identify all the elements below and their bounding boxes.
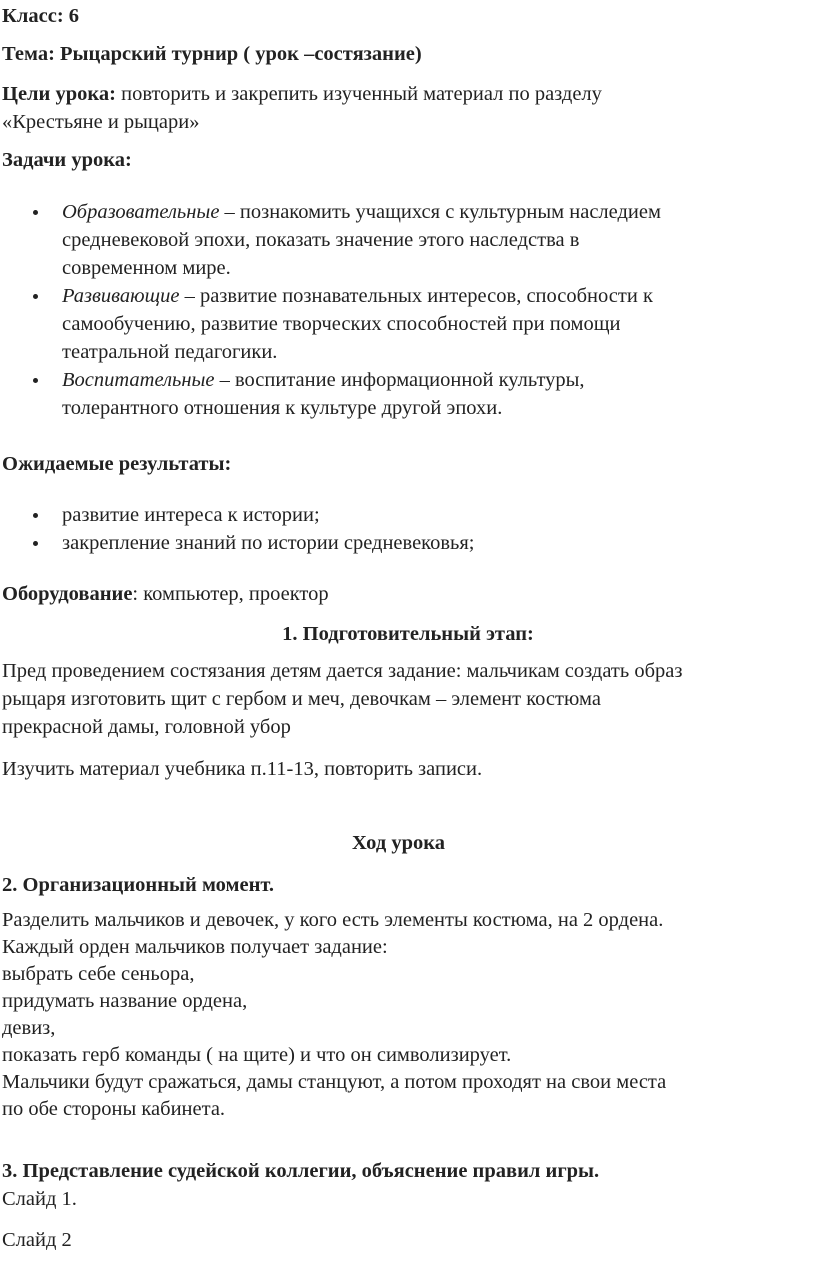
stage2-text: Мальчики будут сражаться, дамы станцуют, а потом проходят на свои места — [2, 1071, 667, 1093]
task-text: – познакомить учащихся с культурным наследием — [219, 201, 661, 223]
stage2-text: девиз, — [2, 1017, 56, 1039]
task-text: современном мире. — [62, 257, 231, 279]
results-heading: Ожидаемые результаты: — [2, 453, 232, 475]
stage1-text: прекрасной дамы, головной убор — [2, 716, 291, 738]
task-text: средневековой эпохи, показать значение этого наследства в — [62, 229, 580, 251]
equipment-line — [2, 580, 329, 608]
stage3-heading: 3. Представление судейской коллегии, объяснение правил игры. — [2, 1160, 600, 1182]
task-term: Воспитательные — [62, 369, 215, 391]
stage2-text: придумать название ордена, — [2, 990, 248, 1012]
goals-text-2: «Крестьяне и рыцари» — [2, 111, 200, 133]
stage2-text: по обе стороны кабинета. — [2, 1098, 226, 1120]
task-text: – развитие познавательных интересов, способности к — [179, 285, 653, 307]
stage2-heading: 2. Организационный момент. — [2, 874, 275, 896]
task-item-educational — [0, 198, 661, 282]
topic-value: Рыцарский турнир ( урок –состязание) — [60, 43, 422, 65]
goals-label: Цели урока: — [2, 83, 116, 105]
task-text: толерантного отношения к культуре другой эпохи. — [62, 397, 503, 419]
tasks-heading: Задачи урока: — [2, 149, 132, 171]
stage1-text: Пред проведением состязания детям дается задание: мальчикам создать образ — [2, 660, 683, 682]
stage2-text: Разделить мальчиков и девочек, у кого есть элементы костюма, на 2 ордена. — [2, 909, 664, 931]
stage2-text: выбрать себе сеньора, — [2, 963, 195, 985]
course-heading: Ход урока — [352, 832, 445, 854]
stage1-heading: 1. Подготовительный этап: — [282, 623, 534, 645]
stage1-text: рыцаря изготовить щит с гербом и меч, девочкам – элемент костюма — [2, 688, 601, 710]
stage2-text: Каждый орден мальчиков получает задание: — [2, 936, 388, 958]
task-text: театральной педагогики. — [62, 341, 278, 363]
stage2-paragraph — [2, 907, 666, 1123]
goals-block — [2, 80, 602, 136]
topic-line — [2, 40, 422, 68]
task-item-upbringing — [0, 366, 661, 422]
stage1-study-text: Изучить материал учебника п.11-13, повторить записи. — [2, 758, 483, 780]
task-term: Образовательные — [62, 201, 220, 223]
results-list — [0, 501, 475, 557]
tasks-list — [0, 198, 661, 422]
class-line — [2, 2, 79, 30]
task-text: – воспитание информационной культуры, — [214, 369, 585, 391]
equipment-text: : компьютер, проектор — [132, 583, 329, 605]
task-term: Развивающие — [62, 285, 180, 307]
class-label: Класс: — [2, 5, 64, 27]
slide1-text: Слайд 1. — [2, 1188, 77, 1210]
task-item-developmental — [0, 282, 661, 366]
stage2-text: показать герб команды ( на щите) и что он символизирует. — [2, 1044, 512, 1066]
stage1-paragraph — [2, 657, 682, 741]
goals-text-1: повторить и закрепить изученный материал по разделу — [121, 83, 602, 105]
result-item: развитие интереса к истории; — [0, 501, 475, 529]
topic-label: Тема: — [2, 43, 55, 65]
class-value: 6 — [68, 5, 80, 27]
slide2-text: Слайд 2 — [2, 1229, 72, 1251]
result-item: закрепление знаний по истории средневековья; — [0, 529, 475, 557]
equipment-label: Оборудование — [2, 583, 133, 605]
task-text: самообучению, развитие творческих способностей при помощи — [62, 313, 621, 335]
